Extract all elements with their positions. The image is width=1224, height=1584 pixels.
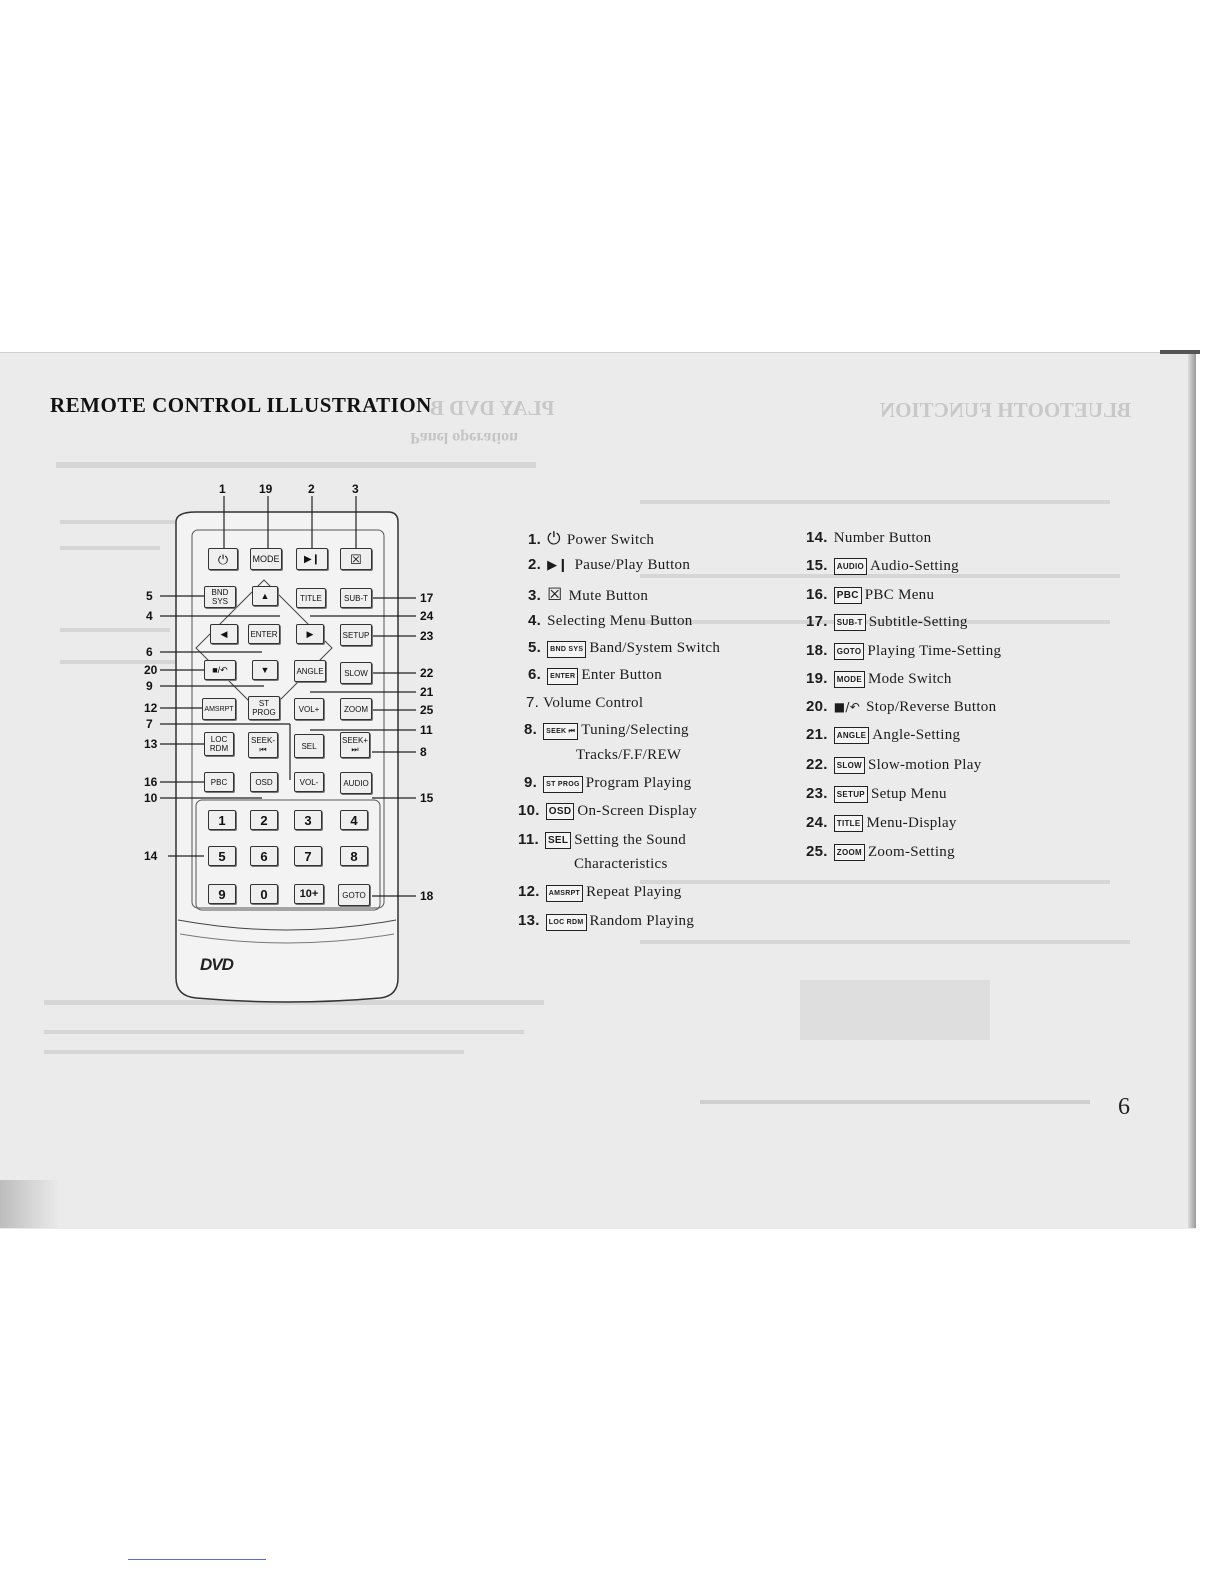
legend-num: 20. [806, 698, 828, 715]
loc-rdm-button[interactable]: LOC RDM [204, 732, 234, 756]
legend-item-21 [806, 726, 960, 744]
callout-8: 8 [420, 745, 427, 759]
number-2-button[interactable]: 2 [250, 810, 278, 830]
legend-text: Program Playing [585, 775, 692, 791]
callout-17: 17 [420, 591, 434, 605]
legend-item-22 [806, 756, 982, 774]
legend-num: 24. [806, 814, 828, 831]
legend-text-continued: Tracks/F.F/REW [576, 747, 682, 763]
legend-tag: PBC [834, 587, 862, 604]
legend-text: On-Screen Display [577, 803, 697, 819]
slow-button[interactable]: SLOW [340, 662, 372, 684]
legend-text: Setup Menu [870, 786, 947, 802]
legend-text: Enter Button [581, 667, 663, 683]
legend-text: Mute Button [568, 588, 649, 604]
goto-button[interactable]: GOTO [338, 884, 370, 906]
legend-item-15 [806, 557, 959, 575]
legend-text: Number Button [833, 530, 932, 546]
legend-text: Volume Control [543, 695, 644, 711]
legend-text: Setting the Sound [574, 832, 687, 848]
callout-12: 12 [144, 701, 158, 715]
bleed-subtitle: Panel operation [410, 429, 518, 446]
right-arrow-button[interactable]: ▶ [296, 624, 324, 644]
enter-button[interactable]: ENTER [248, 624, 280, 644]
number-3-button[interactable]: 3 [294, 810, 322, 830]
legend-text: Power Switch [566, 532, 655, 548]
angle-button[interactable]: ANGLE [294, 660, 326, 682]
stop-reverse-button[interactable]: ■/↶ [204, 660, 236, 680]
legend-tag: ANGLE [834, 727, 870, 744]
legend-item-8 [524, 721, 689, 763]
up-arrow-button[interactable]: ▲ [252, 586, 278, 606]
zoom-button[interactable]: ZOOM [340, 698, 372, 720]
legend-item-5 [528, 639, 720, 658]
left-arrow-button[interactable]: ◀ [210, 624, 238, 644]
legend-text: Menu-Display [866, 815, 957, 831]
legend-num: 15. [806, 557, 828, 574]
legend-item-17 [806, 613, 968, 631]
legend-text: Zoom-Setting [867, 844, 955, 860]
legend-num: 22. [806, 756, 828, 773]
legend-num: 16. [806, 586, 828, 603]
callout-25: 25 [420, 703, 434, 717]
legend-num: 23. [806, 785, 828, 802]
legend-text: Repeat Playing [586, 884, 682, 900]
legend-num: 5. [528, 639, 542, 656]
setup-button[interactable]: SETUP [340, 624, 372, 646]
legend-item-23 [806, 785, 947, 803]
number-6-button[interactable]: 6 [250, 846, 278, 866]
seek-minus-button[interactable]: SEEK- ⏮ [248, 732, 278, 758]
power-icon: ⏻ [547, 529, 561, 549]
legend-num: 25. [806, 843, 828, 860]
legend-tag: SUB-T [834, 614, 866, 631]
bleed-title-right: BLUETOOTH FUNCTION [880, 398, 1132, 422]
st-prog-button[interactable]: ST PROG [248, 696, 280, 720]
legend-tag: TITLE [834, 815, 864, 832]
legend-text: Angle-Setting [872, 727, 961, 743]
callout-14: 14 [144, 849, 158, 863]
vol-down-button[interactable]: VOL- [294, 772, 324, 792]
osd-button[interactable]: OSD [250, 772, 278, 792]
legend-num: 14. [806, 529, 828, 546]
legend-text: PBC Menu [864, 587, 935, 603]
sub-t-button[interactable]: SUB-T [340, 588, 372, 608]
legend-num: 12. [518, 883, 540, 900]
legend-text-continued: Characteristics [574, 856, 668, 872]
legend-tag: SEL [545, 832, 571, 849]
number-10-plus-button[interactable]: 10+ [294, 884, 324, 904]
legend-item-11 [518, 831, 687, 872]
legend-num: 9. [524, 774, 538, 791]
callout-4: 4 [146, 609, 153, 623]
power-button[interactable]: ⏻ [208, 548, 238, 570]
vol-up-button[interactable]: VOL+ [294, 698, 324, 720]
legend-text: Stop/Reverse Button [866, 699, 997, 715]
callout-13: 13 [144, 737, 158, 751]
stop-reverse-icon: ■/↶ [833, 700, 861, 714]
bnd-sys-button[interactable]: BND SYS [204, 586, 236, 608]
callout-22: 22 [420, 666, 434, 680]
legend-tag: SEEK ⏮ [543, 723, 578, 740]
legend-text: Tuning/Selecting [581, 722, 689, 738]
number-9-button[interactable]: 9 [208, 884, 236, 904]
callout-3: 3 [352, 482, 359, 496]
legend-num: 19. [806, 670, 828, 687]
legend-item-20 [806, 698, 996, 716]
pbc-button[interactable]: PBC [204, 772, 234, 792]
callout-24: 24 [420, 609, 434, 623]
number-8-button[interactable]: 8 [340, 846, 368, 866]
callout-9: 9 [146, 679, 153, 693]
legend-text: Subtitle-Setting [868, 614, 968, 630]
legend-item-9 [524, 774, 691, 793]
legend-item-10 [518, 802, 697, 820]
legend-item-24 [806, 814, 957, 832]
page-heading: REMOTE CONTROL ILLUSTRATION [50, 393, 432, 417]
legend-tag: OSD [546, 803, 575, 820]
amsrpt-button[interactable]: AMSRPT [202, 698, 236, 720]
legend-tag: ENTER [547, 668, 578, 685]
pause-play-icon: ▶❙ [547, 558, 569, 573]
legend-item-13 [518, 912, 694, 931]
legend-item-7 [526, 694, 643, 712]
legend-item-3 [528, 585, 648, 605]
legend-num: 2. [528, 556, 542, 573]
legend-num: 4. [528, 612, 542, 629]
callout-19: 19 [259, 482, 273, 496]
legend-tag: AMSRPT [546, 885, 583, 902]
mute-icon: ☒ [547, 585, 563, 605]
legend-num: 18. [806, 642, 828, 659]
number-4-button[interactable]: 4 [340, 810, 368, 830]
legend-tag: SLOW [834, 757, 865, 774]
bleed-title-left: PLAY DVD B [430, 396, 555, 420]
legend-item-19 [806, 670, 952, 688]
legend-item-6 [528, 666, 662, 685]
pause-play-button[interactable]: ▶❙ [296, 548, 328, 570]
legend-tag: BND SYS [547, 641, 586, 658]
callout-18: 18 [420, 889, 434, 903]
audio-button[interactable]: AUDIO [340, 772, 372, 794]
legend-tag: GOTO [834, 643, 865, 660]
legend-item-14 [806, 529, 931, 547]
callout-10: 10 [144, 791, 158, 805]
legend-num: 11. [518, 831, 539, 848]
legend-text: Audio-Setting [870, 558, 959, 574]
legend-text: Selecting Menu Button [547, 613, 693, 629]
legend-text: Random Playing [589, 913, 695, 929]
bottom-rule [128, 1559, 266, 1560]
legend-num: 17. [806, 613, 828, 630]
callout-21: 21 [420, 685, 434, 699]
legend-tag: ZOOM [834, 844, 865, 861]
callout-1: 1 [219, 482, 226, 496]
title-button[interactable]: TITLE [296, 588, 326, 608]
legend-num: 13. [518, 912, 540, 929]
legend-tag: SETUP [834, 786, 868, 803]
legend-num: 3. [528, 587, 542, 604]
callout-7: 7 [146, 717, 153, 731]
legend-text: Mode Switch [867, 671, 952, 687]
number-7-button[interactable]: 7 [294, 846, 322, 866]
page-number: 6 [1118, 1094, 1130, 1120]
callout-5: 5 [146, 589, 153, 603]
legend-tag: AUDIO [834, 558, 867, 575]
legend-num: 8. [524, 721, 538, 738]
legend-num: 10. [518, 802, 540, 819]
legend-tag: ST PROG [543, 776, 583, 793]
callout-2: 2 [308, 482, 315, 496]
legend-num: 1. [528, 531, 542, 548]
legend-text: Band/System Switch [589, 640, 721, 656]
callout-16: 16 [144, 775, 158, 789]
legend-item-12 [518, 883, 682, 902]
legend-num: 21. [806, 726, 828, 743]
legend-tag: LOC RDM [546, 914, 587, 931]
mute-button[interactable]: ☒ [340, 548, 372, 570]
callout-6: 6 [146, 645, 153, 659]
mode-button[interactable]: MODE [250, 548, 282, 570]
callout-15: 15 [420, 791, 434, 805]
legend-tag: MODE [834, 671, 865, 688]
callout-23: 23 [420, 629, 434, 643]
dvd-logo: DVD [200, 955, 233, 974]
down-arrow-button[interactable]: ▼ [252, 660, 278, 680]
number-5-button[interactable]: 5 [208, 846, 236, 866]
legend-item-4 [528, 612, 693, 630]
legend-item-16 [806, 586, 934, 604]
legend-item-18 [806, 642, 1001, 660]
legend-text: Playing Time-Setting [867, 643, 1002, 659]
number-1-button[interactable]: 1 [208, 810, 236, 830]
legend-item-1 [528, 529, 654, 549]
number-0-button[interactable]: 0 [250, 884, 278, 904]
sel-button[interactable]: SEL [294, 734, 324, 758]
seek-plus-button[interactable]: SEEK+ ⏭ [340, 732, 370, 758]
legend-text: Slow-motion Play [867, 757, 982, 773]
legend-num: 6. [528, 666, 542, 683]
callout-20: 20 [144, 663, 158, 677]
legend-text: Pause/Play Button [574, 557, 691, 573]
legend-item-25 [806, 843, 955, 861]
legend-num: 7. [526, 694, 540, 711]
callout-11: 11 [420, 723, 433, 737]
legend-item-2 [528, 556, 690, 574]
